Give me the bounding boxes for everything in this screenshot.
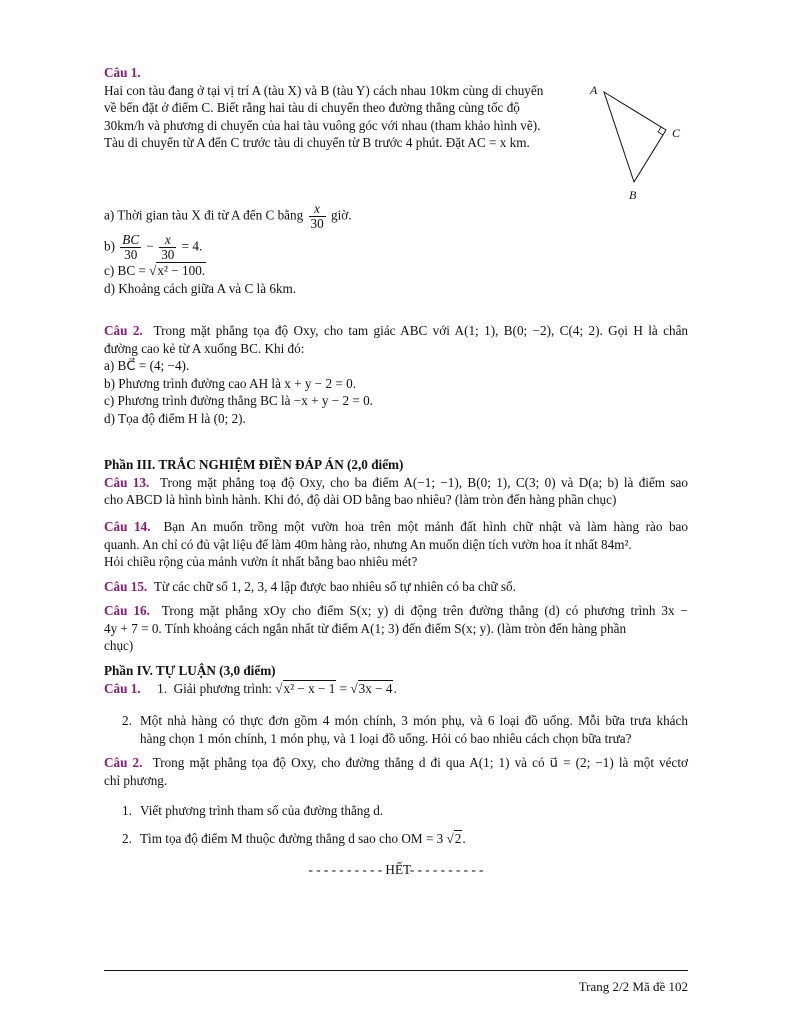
question-1-line-4: Tàu di chuyển từ A đến C trước tàu di chuyển từ B trước 4 phút. Đặt AC = x km. (104, 135, 530, 151)
essay-2 (104, 754, 688, 789)
question-13-label: Câu 13. (104, 474, 150, 490)
option-c: c) Phương trình đường thẳng BC là −x + y − 2 = 0. (104, 393, 373, 409)
option-a: a) BC⃗ = (4; −4). (104, 358, 190, 374)
question-1-line-3: 30km/h và phương di chuyển của hai tàu vuông góc với nhau (tham khảo hình vẽ). (104, 117, 541, 133)
question-15-label: Câu 15. (104, 579, 148, 594)
item-2: 2. Tìm tọa độ điểm M thuộc đường thẳng d sao cho OM = 3 √2. (122, 831, 466, 846)
radicand: 3x − 4 (358, 680, 393, 696)
question-14-line-2: quanh. An chỉ có đủ vật liệu để làm 40m hàng rào, nhưng An muốn diện tích vườn hoa ít nhất 84m². (104, 536, 632, 552)
option-b-prefix: b) (104, 238, 115, 254)
essay-2-line-1 (104, 754, 688, 772)
question-14-label: Câu 14. (104, 519, 151, 534)
question-2-line-2: đường cao kẻ từ A xuống BC. Khi đó: (104, 340, 305, 356)
fraction-numerator: x (309, 202, 326, 217)
option-b: b) Phương trình đường cao AH là x + y − 2 = 0. (104, 375, 357, 391)
item-end: . (462, 831, 466, 846)
question-14-line-3: Hỏi chiều rộng của mảnh vườn ít nhất bằng bao nhiêu mét? (104, 554, 418, 570)
essay-2-text: Trong mặt phẳng tọa độ Oxy, cho đường thẳng d đi qua A(1; 1) và có u⃗ = (2; −1) là một véctơ (152, 755, 689, 770)
question-14-line-1 (104, 518, 688, 536)
part-3 (104, 456, 688, 509)
question-2-label: Câu 2. (104, 323, 143, 338)
question-13-line-2: cho ABCD là hình bình hành. Khi đó, độ dài OD bằng bao nhiêu? (làm tròn đến hàng phần chục) (104, 492, 617, 508)
question-1-options (104, 202, 688, 297)
option-d: d) Khoảng cách giữa A và C là 6km. (104, 280, 297, 296)
part-3-title: Phần III. TRẮC NGHIỆM ĐIỀN ĐÁP ÁN (2,0 điểm) (104, 457, 404, 472)
item-text: Tìm tọa độ điểm M thuộc đường thẳng d sao cho OM = 3 (140, 831, 444, 846)
option-a-suffix: giờ. (331, 207, 352, 223)
essay-2-line-2: chỉ phương. (104, 772, 168, 788)
minus-sign: − (146, 238, 154, 254)
option-b (104, 233, 688, 262)
vertex-c-label: C (672, 126, 681, 140)
fraction-denominator: 30 (161, 247, 175, 262)
question-16-line-2: 4y + 7 = 0. Tính khoảng cách ngắn nhất từ điểm A(1; 3) đến điểm S(x; y). (làm tròn đến hàng phần (104, 620, 627, 636)
item-number: 2. (122, 831, 132, 846)
option-b-suffix: = 4. (181, 238, 203, 254)
fraction-numerator: x (159, 233, 176, 248)
essay-1-item-2 (122, 712, 688, 747)
question-16 (104, 602, 688, 655)
option-a-text: a) Thời gian tàu X đi từ A đến C bằng (104, 207, 304, 223)
fraction-x-30 (159, 233, 176, 262)
option-c: c) BC = √x² − 100. (104, 263, 206, 278)
fraction-denominator: 30 (310, 216, 324, 231)
question-13-text: Trong mặt phẳng toạ độ Oxy, cho ba điểm A(−1; −1), B(0; 1), C(3; 0) và D(a; b) là điểm sao (159, 474, 688, 490)
question-14 (104, 518, 688, 571)
item-number: 1. (122, 803, 132, 818)
question-16-line-3: chục) (104, 638, 134, 654)
item-2-line-1: Một nhà hàng có thực đơn gồm 4 món chính, 3 món phụ, và 6 loại đồ uống. Mỗi bữa trưa khách (140, 713, 688, 728)
radicand: 2 (454, 831, 462, 846)
essay-2-label: Câu 2. (104, 755, 143, 770)
question-2-line-1 (104, 322, 688, 340)
essay-2-item-2 (122, 830, 688, 848)
footer-rule (104, 970, 688, 971)
question-16-text: Trong mặt phẳng xOy cho điểm S(x; y) di động trên đường thẳng (d) có phương trình 3x − (161, 603, 688, 618)
question-16-line-1 (104, 602, 688, 620)
vertex-b-label: B (629, 188, 637, 202)
item-number: 1. (157, 680, 168, 696)
part-4-title: Phần IV. TỰ LUẬN (3,0 điểm) (104, 663, 276, 678)
triangle-abc (604, 92, 666, 182)
item-2 (122, 712, 688, 747)
item-text: Giải phương trình: (173, 680, 272, 696)
question-2-text: Trong mặt phẳng tọa độ Oxy, cho tam giác ABC với A(1; 1), B(0; −2), C(4; 2). Gọi H là chân (153, 323, 689, 338)
question-1-label: Câu 1. (104, 65, 141, 80)
radicand: x² − x − 1 (283, 680, 336, 696)
item-end: . (393, 680, 397, 696)
option-c-prefix: c) BC = (104, 263, 146, 278)
question-2 (104, 322, 688, 428)
question-1-line-2: về bến đặt ở điểm C. Biết rằng hai tàu di chuyển theo đường thẳng cùng tốc độ (104, 100, 520, 116)
equals-sign: = (339, 680, 348, 696)
vertex-a-label: A (590, 83, 598, 97)
fraction-bc-30 (120, 233, 141, 262)
fraction-x-30 (309, 202, 326, 231)
question-13-line-1 (104, 474, 688, 492)
item-text: Viết phương trình tham số của đường thẳng d. (140, 803, 384, 818)
question-16-label: Câu 16. (104, 603, 150, 618)
page-footer: Trang 2/2 Mã đề 102 (578, 979, 688, 994)
item-2-line-2: hàng chọn 1 món chính, 1 món phụ, và 1 loại đồ uống. Hỏi có bao nhiêu cách chọn bữa trưa? (140, 730, 632, 746)
end-marker: - - - - - - - - - - HẾT- - - - - - - - - - (308, 862, 484, 877)
option-d: d) Tọa độ điểm H là (0; 2). (104, 410, 246, 426)
essay-2-item-1 (122, 802, 688, 820)
essay-1-item-1: Câu 1. 1. Giải phương trình: √x² − x − 1 = √3x − 4. (104, 680, 397, 696)
essay-1-label: Câu 1. (104, 680, 141, 696)
question-14-text: Bạn An muốn trồng một vườn hoa trên một mảnh đất hình chữ nhật và làm hàng rào bao (163, 519, 689, 534)
radicand: x² − 100. (157, 263, 206, 278)
item-1 (122, 802, 688, 820)
fraction-numerator: BC (122, 232, 140, 247)
question-15-text: Từ các chữ số 1, 2, 3, 4 lập được bao nhiêu số tự nhiên có ba chữ số. (153, 579, 516, 594)
question-1-line-1: Hai con tàu đang ở tại vị trí A (tàu X) và B (tàu Y) cách nhau 10km cùng di chuyển (104, 82, 544, 98)
part-4 (104, 662, 688, 697)
fraction-denominator: 30 (124, 247, 138, 262)
triangle-figure (588, 82, 698, 207)
question-15 (104, 578, 688, 596)
question-15-line (104, 578, 688, 596)
item-number: 2. (122, 713, 132, 728)
